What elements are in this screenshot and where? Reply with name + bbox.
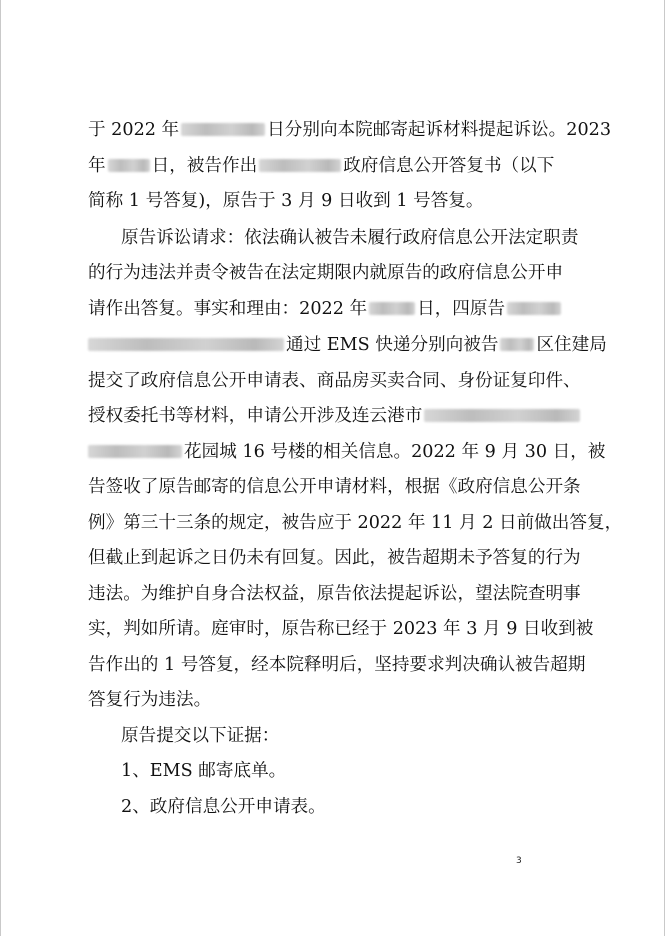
text-segment: 政府信息公开答复书（以下 [343, 156, 555, 176]
text-line [88, 333, 607, 357]
text-segment: 年 [88, 156, 106, 176]
text-line [88, 617, 594, 641]
redacted-block [259, 159, 341, 172]
text-line [88, 582, 588, 606]
text-segment: 实，判如所请。庭审时，原告称已经于 2023 年 3 月 9 日收到被 [88, 619, 594, 639]
text-line [88, 653, 588, 677]
text-segment: 日分别向本院邮寄起诉材料提起诉讼。2023 [267, 120, 612, 140]
redacted-block [181, 123, 265, 136]
text-segment: 但截止到起诉之日仍未有回复。因此，被告超期未予答复的行为 [88, 548, 581, 568]
redacted-block [88, 445, 182, 458]
text-segment: 花园城 16 号楼的相关信息。2022 年 9 月 30 日，被 [184, 442, 606, 462]
text-line [88, 369, 588, 393]
text-line [88, 475, 588, 499]
text-line [88, 189, 588, 213]
text-segment: 违法。为维护自身合法权益，原告依法提起诉讼，望法院查明事 [88, 584, 581, 604]
text-segment: 简称 1 号答复)，原告于 3 月 9 日收到 1 号答复。 [88, 191, 484, 211]
text-segment: 请作出答复。事实和理由：2022 年 [88, 299, 368, 319]
redacted-block [108, 159, 150, 172]
evidence-item [121, 759, 621, 783]
text-segment: 于 2022 年 [88, 120, 180, 140]
text-segment: 告签收了原告邮寄的信息公开申请材料，根据《政府信息公开条 [88, 477, 581, 497]
text-segment: 日，被告作出 [151, 156, 258, 176]
text-line [88, 118, 612, 142]
redacted-block [369, 302, 415, 315]
text-segment: 提交了政府信息公开申请表、商品房买卖合同、身份证复印件、 [88, 371, 581, 391]
text-line [88, 154, 588, 178]
text-segment: 2、政府信息公开申请表。 [121, 797, 326, 817]
redacted-block [500, 338, 534, 351]
text-segment: 原告诉讼请求：依法确认被告未履行政府信息公开法定职责 [121, 228, 579, 248]
text-segment: 通过 EMS 快递分别向被告 [286, 335, 499, 355]
evidence-item [121, 795, 621, 819]
text-line [121, 226, 621, 250]
text-line [88, 688, 588, 712]
text-line [88, 440, 606, 464]
text-line [88, 546, 588, 570]
text-segment: 日，四原告 [417, 299, 506, 319]
redacted-block [424, 409, 580, 422]
text-segment: 例》第三十三条的规定，被告应于 2022 年 11 月 2 日前做出答复， [88, 513, 623, 533]
redacted-block [507, 302, 561, 315]
text-line [88, 511, 623, 535]
page-number: 3 [516, 856, 522, 866]
text-line [88, 297, 588, 321]
text-segment: 的行为违法并责令被告在法定期限内就原告的政府信息公开申 [88, 263, 564, 283]
text-line [121, 724, 621, 748]
text-line [88, 404, 588, 428]
text-segment: 1、EMS 邮寄底单。 [121, 761, 287, 781]
redacted-block [88, 338, 284, 351]
text-segment: 授权委托书等材料，申请公开涉及连云港市 [88, 406, 423, 426]
text-line [88, 261, 588, 285]
text-segment: 区住建局 [536, 335, 607, 355]
text-segment: 答复行为违法。 [88, 690, 212, 710]
text-segment: 告作出的 1 号答复，经本院释明后，坚持要求判决确认被告超期 [88, 655, 586, 675]
text-segment: 原告提交以下证据： [121, 726, 280, 746]
page-left-border [0, 0, 1, 936]
